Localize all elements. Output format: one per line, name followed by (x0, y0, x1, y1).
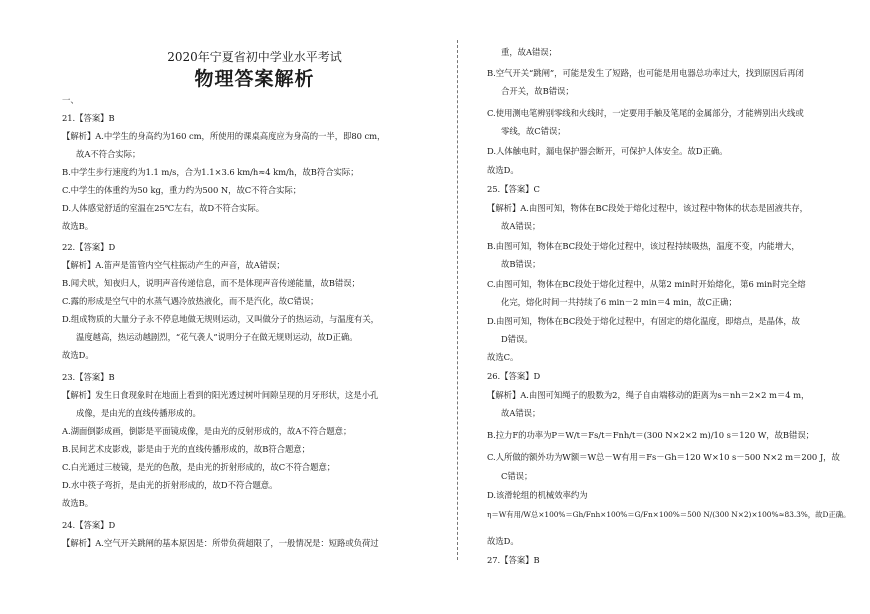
analysis-line: 温度越高，热运动越剧烈，“花气袭人”说明分子在做无规则运动，故D正确。 (76, 332, 358, 342)
answer-line: 22.【答案】D (62, 242, 116, 252)
answer-line: 26.【答案】D (487, 371, 541, 381)
analysis-line: D.人体触电时，漏电保护器会断开，可保护人体安全。故D正确。 (487, 146, 728, 156)
analysis-line: D错误。 (501, 334, 533, 344)
analysis-line: 重，故A错误； (501, 47, 557, 57)
analysis-line: A.湖面倒影成画，倒影是平面镜成像，是由光的反射形成的，故A不符合题意； (62, 426, 352, 436)
choice-line: 故选B。 (62, 221, 94, 231)
analysis-line: C.由图可知，物体在BC段处于熔化过程中，从第2 min时开始熔化，第6 min时完全熔 (487, 279, 806, 289)
analysis-line: D.由图可知，物体在BC段处于熔化过程中，有固定的熔化温度，即熔点，是晶体，故 (487, 316, 800, 326)
analysis-line: 【解析】A.中学生的身高约为160 cm，所使用的课桌高度应为身高的一半，即80 cm， (62, 131, 386, 141)
analysis-line: 【解析】A.空气开关跳闸的基本原因是：所带负荷超限了，一般情况是：短路或负荷过 (62, 538, 379, 548)
analysis-line: 故B错误； (501, 259, 541, 269)
section-label: 一、 (62, 95, 79, 105)
analysis-line: C.白光通过三棱镜，是光的色散，是由光的折射形成的，故C不符合题意； (62, 462, 336, 472)
choice-line: 故选D。 (487, 536, 519, 546)
analysis-line: C.露的形成是空气中的水蒸气遇冷放热液化，而不是汽化，故C错误； (62, 296, 319, 306)
analysis-line: 【解析】发生日食现象时在地面上看到的阳光透过树叶间隙呈现的月牙形状，这是小孔 (62, 390, 379, 400)
analysis-line: 零线，故C错误； (501, 126, 566, 136)
answer-line: 27.【答案】B (487, 555, 540, 565)
formula-line: η＝W有用/W总×100%＝Gh/Fnh×100%＝G/Fn×100%＝500 N/(300 N×2)×100%≈83.3%，故D正确。 (487, 510, 851, 519)
analysis-line: B.闻犬吠，知夜归人，说明声音传递信息，而不是体现声音传递能量，故B错误； (62, 278, 360, 288)
analysis-line: 故A错误； (501, 408, 541, 418)
analysis-line: C错误； (501, 471, 533, 481)
analysis-line: 故A不符合实际； (76, 149, 141, 159)
exam-title: 2020年宁夏省初中学业水平考试 (167, 50, 342, 64)
answer-line: 24.【答案】D (62, 520, 116, 530)
analysis-line: 化完，熔化时间一共持续了6 min－2 min＝4 min，故C正确； (501, 297, 737, 307)
analysis-line: D.组成物质的大量分子永不停息地做无规则运动，又叫做分子的热运动，与温度有关， (62, 314, 380, 324)
analysis-line: D.人体感觉舒适的室温在25℃左右，故D不符合实际。 (62, 203, 265, 213)
formula-line: C.人所做的额外功为W额＝W总－W有用＝Fs－Gh＝120 W×10 s－500 N×2 m＝200 J，故 (487, 452, 840, 462)
analysis-line: B.空气开关“跳闸”，可能是发生了短路，也可能是用电器总功率过大，找到原因后再闭 (487, 68, 804, 78)
analysis-line: C.中学生的体重约为50 kg，重力约为500 N，故C不符合实际； (62, 185, 302, 195)
answer-line: 23.【答案】B (62, 372, 115, 382)
analysis-line: B.中学生步行速度约为1.1 m/s，合为1.1×3.6 km/h≈4 km/h，故B符合实际； (62, 167, 359, 177)
analysis-line: B.民间艺术皮影戏，影是由于光的直线传播形成的，故B符合题意； (62, 444, 310, 454)
choice-line: 故选D。 (62, 350, 94, 360)
answer-line: 25.【答案】C (487, 184, 540, 194)
analysis-line: 故A错误； (501, 221, 541, 231)
choice-line: 故选D。 (487, 165, 519, 175)
choice-line: 故选C。 (487, 352, 519, 362)
choice-line: 故选B。 (62, 498, 94, 508)
analysis-line: 【解析】A.由图可知绳子的股数为2，绳子自由端移动的距离为s＝nh＝2×2 m＝4 m， (487, 390, 810, 400)
analysis-line: 【解析】A.笛声是笛管内空气柱振动产生的声音，故A错误； (62, 260, 285, 270)
analysis-line: 成像，是由光的直线传播形成的。 (76, 408, 201, 418)
analysis-line: C.使用测电笔辨别零线和火线时，一定要用手触及笔尾的金属部分，才能辨别出火线或 (487, 108, 804, 118)
column-divider (457, 40, 458, 560)
formula-line: B.拉力F的功率为P＝W/t＝Fs/t＝Fnh/t＝(300 N×2×2 m)/10 s＝120 W，故B错误； (487, 430, 814, 440)
analysis-line: B.由图可知，物体在BC段处于熔化过程中，该过程持续吸热，温度不变，内能增大， (487, 241, 800, 251)
analysis-line: 合开关，故B错误； (501, 86, 574, 96)
page-title: 物理答案解析 (194, 68, 315, 90)
analysis-line: 【解析】A.由图可知，物体在BC段处于熔化过程中，该过程中物体的状态是固液共存， (487, 203, 808, 213)
answer-line: 21.【答案】B (62, 113, 115, 123)
analysis-line: D.水中筷子弯折，是由光的折射形成的，故D不符合题意。 (62, 480, 278, 490)
analysis-line: D.该滑轮组的机械效率约为 (487, 490, 588, 500)
